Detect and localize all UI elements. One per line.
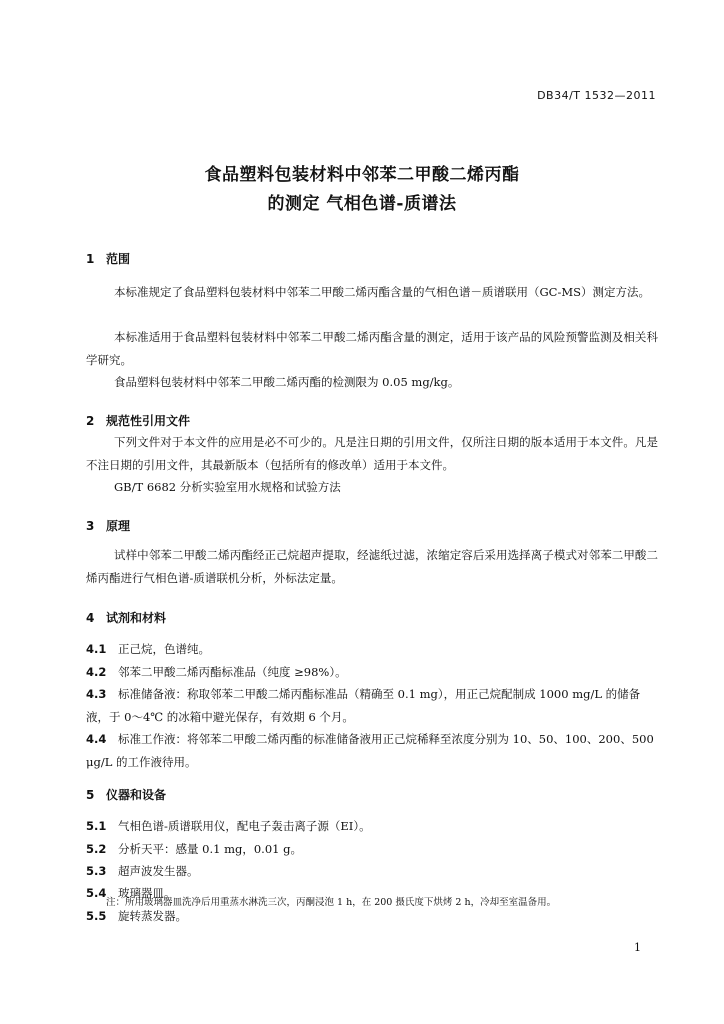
item-number: 4.4 <box>86 732 107 746</box>
section-number: 1 <box>86 252 95 266</box>
section-2-heading <box>86 412 190 429</box>
section-3-paragraph-1: 试样中邻苯二甲酸二烯丙酯经正己烷超声提取，经滤纸过滤，浓缩定容后采用选择离子模式对邻苯二甲酸二烯丙酯进行气相色谱-质谱联机分析，外标法定量。 <box>86 548 658 585</box>
list-item <box>86 815 658 838</box>
section-number: 2 <box>86 414 95 428</box>
section-title: 原理 <box>106 519 131 533</box>
item-number: 4.2 <box>86 665 107 679</box>
item-number: 5.3 <box>86 864 107 878</box>
item-text: 标准储备液：称取邻苯二甲酸二烯丙酯标准品（精确至 0.1 mg），用正己烷配制成 1000 mg/L 的储备液，于 0～4℃ 的冰箱中避光保存，有效期 6 个月。 <box>86 687 641 724</box>
list-item <box>86 728 658 773</box>
section-title: 试剂和材料 <box>106 611 167 625</box>
section-number: 3 <box>86 519 95 533</box>
list-item <box>86 638 658 661</box>
section-number: 5 <box>86 788 95 802</box>
title-line-1: 食品塑料包装材料中邻苯二甲酸二烯丙酯 <box>204 165 520 185</box>
item-text: 分析天平：感量 0.1 mg，0.01 g。 <box>118 842 302 856</box>
title-line-2: 的测定 气相色谱-质谱法 <box>267 194 457 214</box>
standard-code: DB34/T 1532—2011 <box>537 89 656 102</box>
item-text: 正己烷，色谱纯。 <box>118 642 210 656</box>
item-number: 5.5 <box>86 909 107 923</box>
note-text: 注：所用玻璃器皿洗净后用重蒸水淋洗三次，丙酮浸泡 1 h，在 200 摄氏度下烘烤 2 h，冷却至室温备用。 <box>106 897 557 908</box>
section-4-heading <box>86 609 166 626</box>
item-number: 5.1 <box>86 819 107 833</box>
list-item <box>86 683 658 728</box>
item-number: 5.2 <box>86 842 107 856</box>
section-title: 范围 <box>106 252 131 266</box>
item-number: 4.3 <box>86 687 107 701</box>
list-item <box>86 661 658 684</box>
section-1-heading <box>86 250 130 267</box>
item-text: 标准工作液：将邻苯二甲酸二烯丙酯的标准储备液用正己烷稀释至浓度分别为 10、50、100、200、500 μg/L 的工作液待用。 <box>86 732 654 769</box>
item-text: 超声波发生器。 <box>118 864 199 878</box>
item-text: 玻璃器皿。 <box>118 886 176 900</box>
list-item <box>86 905 658 928</box>
section-5-heading <box>86 786 166 803</box>
item-text: 气相色谱-质谱联用仪，配电子轰击离子源（EI）。 <box>118 819 371 833</box>
section-1-paragraph-1: 本标准规定了食品塑料包装材料中邻苯二甲酸二烯丙酯含量的气相色谱－质谱联用（GC-MS）测定方法。 <box>114 285 651 299</box>
section-1-paragraph-2: 本标准适用于食品塑料包装材料中邻苯二甲酸二烯丙酯含量的测定，适用于该产品的风险预警监测及相关科学研究。 <box>86 330 658 367</box>
section-2-reference: GB/T 6682 分析实验室用水规格和试验方法 <box>114 480 341 494</box>
page-number: 1 <box>634 941 641 954</box>
section-title: 规范性引用文件 <box>106 414 191 428</box>
item-text: 旋转蒸发器。 <box>118 909 187 923</box>
section-number: 4 <box>86 611 95 625</box>
item-number: 5.4 <box>86 886 107 900</box>
list-item <box>86 860 658 883</box>
section-1-paragraph-3: 食品塑料包装材料中邻苯二甲酸二烯丙酯的检测限为 0.05 mg/kg。 <box>114 375 460 389</box>
section-2-paragraph-1: 下列文件对于本文件的应用是必不可少的。凡是注日期的引用文件，仅所注日期的版本适用于本文件。凡是不注日期的引用文件，其最新版本（包括所有的修改单）适用于本文件。 <box>86 435 658 472</box>
item-number: 4.1 <box>86 642 107 656</box>
item-text: 邻苯二甲酸二烯丙酯标准品（纯度 ≥98%）。 <box>118 665 347 679</box>
section-title: 仪器和设备 <box>106 788 167 802</box>
section-3-heading <box>86 517 130 534</box>
list-item <box>86 838 658 861</box>
